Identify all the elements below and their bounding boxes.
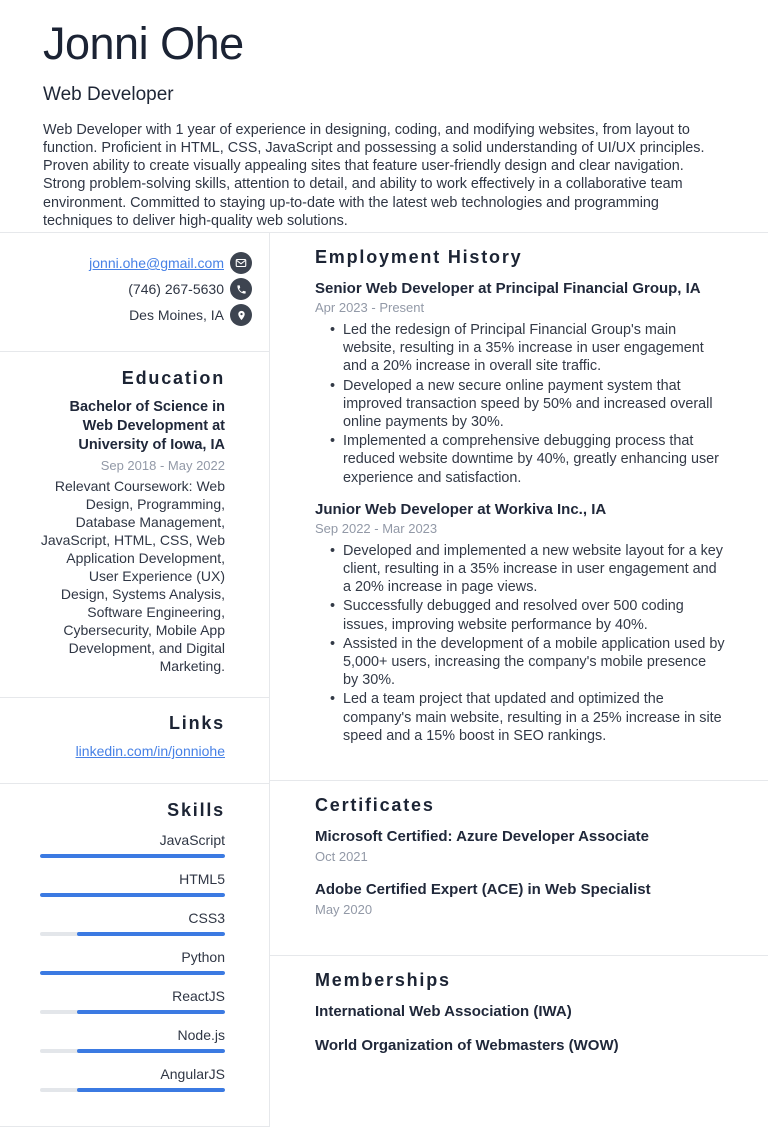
skill-item	[40, 987, 225, 1014]
employment-section	[270, 233, 768, 781]
job-bullet: • Successfully debugged and resolved over 500 coding issues, improving website performance by 40%.	[330, 597, 725, 633]
skill-level-bar	[40, 1049, 225, 1053]
education-coursework: Relevant Coursework: Web Design, Programming, Database Management, JavaScript, HTML, CSS, Web Application Development, User Experience (UX) Design, Systems Analysis, Software Engineering, Cybersecurity, Mobile App Development, and Digital Marketing.	[40, 478, 225, 674]
certificate-title: Microsoft Certified: Azure Developer Associate	[315, 828, 649, 846]
job-bullet: • Led a team project that updated and optimized the company's main website, resulting in a 25% increase in site speed and a 15% boost in SEO rankings.	[330, 690, 725, 745]
contact-row-email	[20, 252, 252, 274]
job-bullet: • Developed and implemented a new website layout for a key client, resulting in a 35% increase in user engagement and a 20% increase in page views.	[330, 542, 725, 597]
phone-icon	[230, 278, 252, 300]
certificate-date: May 2020	[315, 902, 373, 918]
sidebar	[0, 233, 270, 1127]
certificate-date: Oct 2021	[315, 849, 368, 865]
skill-level-bar	[40, 1088, 225, 1092]
profile-summary: Web Developer with 1 year of experience in designing, coding, and modifying websites, from layout to function. Proficient in HTML, CSS, JavaScript and possessing a solid understanding of UI/UX principles. Proven ability to create visually appealing sites that feature user-friendly design and clear navigation. Strong problem-solving skills, attention to detail, and ability to work effectively in a collaborative team environment. Committed to staying up-to-date with the latest web technologies and programming techniques to deliver high-quality web solutions.	[43, 121, 705, 229]
skill-name: JavaScript	[159, 832, 225, 848]
job-title: Junior Web Developer at Workiva Inc., IA	[315, 500, 607, 518]
skill-name: Node.js	[177, 1027, 225, 1043]
job-dates: Sep 2022 - Mar 2023	[315, 520, 438, 536]
membership-title: International Web Association (IWA)	[315, 1003, 572, 1021]
location-pin-icon	[230, 304, 252, 326]
location-text: Des Moines, IA	[129, 307, 224, 323]
certificates-heading: Certificates	[315, 795, 435, 816]
memberships-heading: Memberships	[315, 970, 451, 991]
skill-level-bar	[40, 1010, 225, 1014]
certificates-section	[270, 781, 768, 956]
employment-heading: Employment History	[315, 247, 523, 267]
skill-name: HTML5	[179, 871, 225, 887]
job-bullet-list	[330, 321, 725, 487]
skill-level-bar	[40, 932, 225, 936]
email-link[interactable]: jonni.ohe@gmail.com	[89, 255, 224, 271]
skill-level-bar	[40, 893, 225, 897]
skill-name: ReactJS	[172, 988, 225, 1004]
skill-item	[40, 1065, 225, 1092]
skill-name: CSS3	[188, 910, 225, 926]
linkedin-link[interactable]: linkedin.com/in/jonniohe	[75, 743, 225, 759]
skills-section	[0, 784, 269, 1127]
job-bullet: • Led the redesign of Principal Financial Group's main website, resulting in a 35% increase in user engagement and a 20% increase in overall site traffic.	[330, 321, 725, 376]
skill-level-bar	[40, 971, 225, 975]
job-entry	[315, 500, 725, 745]
job-bullet-list	[330, 542, 725, 745]
candidate-job-title: Web Developer	[43, 83, 174, 105]
skill-item	[40, 1026, 225, 1053]
job-bullet: • Implemented a comprehensive debugging process that reduced website downtime by 40%, greatly enhancing user experience and satisfaction.	[330, 432, 725, 487]
education-dates: Sep 2018 - May 2022	[100, 458, 225, 473]
skill-item	[40, 948, 225, 975]
certificate-title: Adobe Certified Expert (ACE) in Web Specialist	[315, 881, 651, 899]
candidate-name: Jonni Ohe	[43, 18, 244, 69]
certificate-entry	[315, 880, 725, 917]
skills-heading: Skills	[167, 800, 225, 820]
job-entry	[315, 279, 725, 487]
job-bullet: • Developed a new secure online payment system that improved transaction speed by 50% and increased overall online payments by 30%.	[330, 377, 725, 432]
main-column	[270, 233, 768, 1127]
envelope-icon	[230, 252, 252, 274]
education-heading: Education	[121, 368, 225, 388]
contact-section	[0, 233, 269, 352]
job-dates: Apr 2023 - Present	[315, 300, 425, 315]
resume-header	[0, 0, 768, 233]
education-degree: Bachelor of Science in Web Development at University of Iowa, IA	[69, 399, 225, 453]
resume-body	[0, 233, 768, 1127]
skill-name: AngularJS	[160, 1066, 225, 1082]
job-bullet: • Assisted in the development of a mobile application used by 5,000+ users, increasing the company's mobile presence by 30%.	[330, 635, 725, 690]
skill-item	[40, 909, 225, 936]
certificate-entry	[315, 827, 725, 864]
membership-entry	[315, 1036, 725, 1055]
membership-title: World Organization of Webmasters (WOW)	[315, 1037, 619, 1055]
membership-entry	[315, 1002, 725, 1021]
contact-row-phone	[20, 278, 252, 300]
education-section	[0, 352, 269, 698]
contact-row-location	[20, 304, 252, 326]
memberships-section	[270, 956, 768, 1110]
links-section	[0, 698, 269, 784]
phone-number: (746) 267-5630	[128, 281, 224, 297]
skill-item	[40, 870, 225, 897]
job-title: Senior Web Developer at Principal Financial Group, IA	[315, 280, 701, 297]
skill-level-bar	[40, 854, 225, 858]
skill-name: Python	[181, 949, 225, 965]
skill-item	[40, 831, 225, 858]
links-heading: Links	[168, 713, 225, 733]
